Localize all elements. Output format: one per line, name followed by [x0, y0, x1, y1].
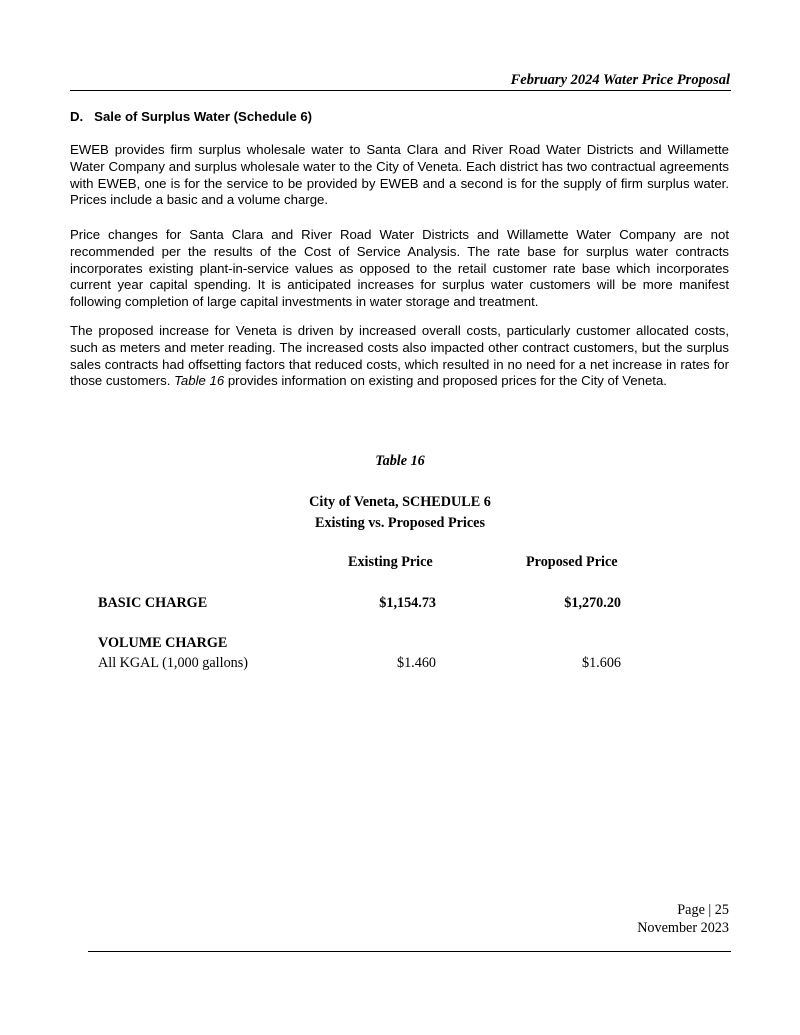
- basic-charge-proposed: $1,270.20: [564, 595, 621, 611]
- footer-date: November 2023: [637, 920, 729, 936]
- paragraph-veneta-increase: [70, 323, 729, 390]
- row-label-basic-charge: BASIC CHARGE: [98, 595, 208, 611]
- kgal-proposed: $1.606: [581, 655, 621, 671]
- column-header-existing: Existing Price: [348, 554, 433, 570]
- table-title-line1: City of Veneta, SCHEDULE 6: [309, 494, 491, 510]
- table-title-line2: Existing vs. Proposed Prices: [315, 515, 485, 531]
- paragraph-surplus-overview: EWEB provides firm surplus wholesale water to Santa Clara and River Road Water Districts and Willamette Water Company and surplus wholesale water to the City of Veneta. Each district has two contractual agreements with EWEB, one is for the service to be provided by EWEB and a second is for the supply of firm surplus water. Prices include a basic and a volume charge.: [70, 142, 729, 208]
- paragraph-price-changes: Price changes for Santa Clara and River Road Water Districts and Willamette Water Company are not recommended per the results of the Cost of Service Analysis. The rate base for surplus water contracts incorporates existing plant-in-service values as opposed to the retail customer rate base which incorporates current year capital spending. It is anticipated increases for surplus water customers will be more manifest following completion of large capital investments in water storage and treatment.: [70, 227, 729, 310]
- paragraph-veneta-text-b: provides information on existing and proposed prices for the City of Veneta.: [224, 373, 667, 389]
- kgal-existing: $1.460: [396, 655, 436, 671]
- table-caption: Table 16: [375, 453, 425, 469]
- basic-charge-existing: $1,154.73: [379, 595, 436, 611]
- row-label-volume-charge: VOLUME CHARGE: [98, 635, 228, 651]
- section-heading: D. Sale of Surplus Water (Schedule 6): [70, 109, 313, 124]
- row-label-kgal: All KGAL (1,000 gallons): [98, 655, 249, 671]
- table-reference: Table 16: [174, 373, 225, 389]
- page-header-title: February 2024 Water Price Proposal: [510, 72, 730, 88]
- paragraph-veneta-text-a: The proposed increase for Veneta is driven by increased overall costs, particularly customer allocated costs, such as meters and meter reading. The increased costs also impacted other contract customers, but the surplus sales contracts had offsetting factors that reduced costs, which resulted in no need for a net increase in rates for those customers.: [70, 323, 729, 389]
- column-header-proposed: Proposed Price: [526, 554, 618, 570]
- footer-page-number: Page | 25: [677, 902, 729, 918]
- header-divider: [70, 90, 731, 91]
- footer-divider: [88, 951, 731, 952]
